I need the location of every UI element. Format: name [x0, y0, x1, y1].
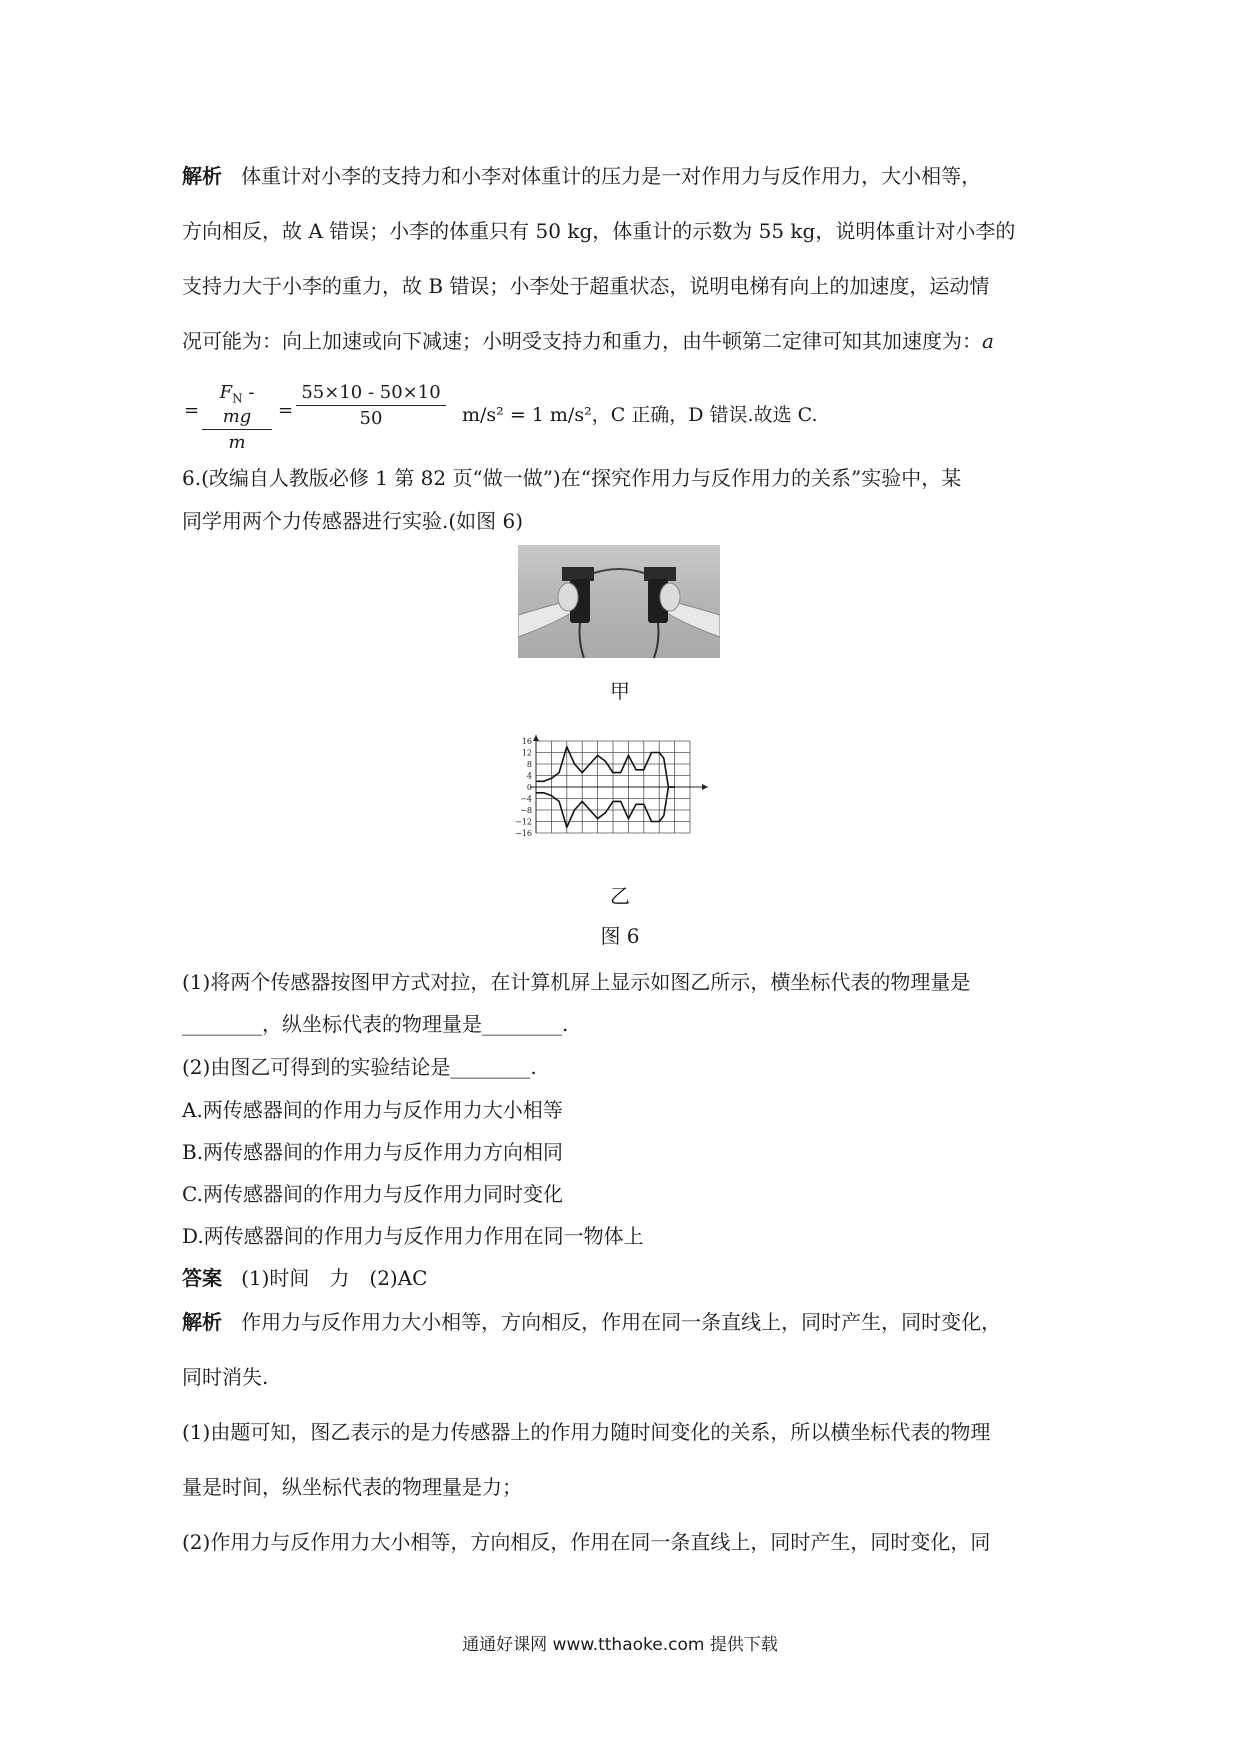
x-axis-arrow	[702, 784, 708, 790]
fraction-1	[202, 382, 272, 453]
analysis1-label: 解析	[182, 164, 222, 188]
equals-sign-2: =	[278, 400, 294, 421]
accel-variable: a	[982, 329, 994, 353]
question-line1: 6.(改编自人教版必修 1 第 82 页“做一做”)在“探究作用力与反作用力的关系”实验中，某	[182, 466, 962, 490]
frac1-denominator: m	[228, 431, 246, 453]
y-tick-label: 8	[526, 760, 532, 769]
q1-line1: (1)将两个传感器按图甲方式对拉，在计算机屏上显示如图乙所示，横坐标代表的物理量是	[182, 970, 971, 994]
y-tick-label: 12	[521, 748, 532, 758]
y-axis-arrow	[533, 735, 539, 741]
sensor-photo	[518, 545, 720, 658]
y-tick-label: −12	[515, 817, 532, 827]
option-d: D.两传感器间的作用力与反作用力作用在同一物体上	[182, 1224, 644, 1248]
figure-title: 图 6	[600, 924, 640, 948]
answer-label: 答案	[182, 1266, 222, 1290]
y-tick-label: 0	[526, 783, 532, 792]
analysis1-text1: 体重计对小李的支持力和小李对体重计的压力是一对作用力与反作用力，大小相等，	[241, 164, 982, 188]
option-b: B.两传感器间的作用力与反作用力方向相同	[182, 1140, 564, 1164]
caption-jia: 甲	[610, 679, 630, 703]
chart-tick-labels	[515, 737, 532, 837]
chart-axes	[530, 735, 708, 833]
y-tick-label: −4	[520, 794, 532, 804]
answer-text: (1)时间 力 (2)AC	[241, 1266, 428, 1290]
analysis2-text1: 作用力与反作用力大小相等，方向相反，作用在同一条直线上，同时产生，同时变化，	[241, 1310, 1002, 1334]
analysis2-line4: 量是时间，纵坐标代表的物理量是力；	[182, 1475, 522, 1499]
footer-credit: 通通好课网 www.tthaoke.com 提供下载	[462, 1635, 778, 1655]
y-tick-label: 16	[521, 737, 532, 746]
analysis2-line3: (1)由题可知，图乙表示的是力传感器上的作用力随时间变化的关系，所以横坐标代表的物理	[182, 1420, 991, 1444]
y-tick-label: −16	[515, 829, 532, 837]
frac2-denominator: 50	[359, 408, 383, 429]
caption-yi: 乙	[610, 884, 630, 908]
equals-sign-1: =	[184, 400, 200, 421]
q2-line: (2)由图乙可得到的实验结论是________.	[182, 1055, 537, 1079]
analysis1-text4: 况可能为：向上加速或向下减速；小明受支持力和重力，由牛顿第二定律可知其加速度为：	[182, 329, 982, 353]
sensor-photo-drawing	[518, 545, 720, 658]
option-c: C.两传感器间的作用力与反作用力同时变化	[182, 1182, 563, 1206]
answer-line	[182, 1262, 1062, 1291]
q1-line2: ________，纵坐标代表的物理量是________.	[182, 1012, 569, 1036]
analysis2-line2: 同时消失.	[182, 1365, 269, 1389]
frac1-F: F	[219, 382, 233, 403]
y-tick-label: −8	[520, 806, 532, 815]
force-time-chart	[500, 735, 740, 837]
analysis2-label: 解析	[182, 1310, 222, 1334]
question-line2: 同学用两个力传感器进行实验.(如图 6)	[182, 509, 524, 533]
analysis1-line1	[182, 160, 1062, 189]
frac2-numerator: 55×10 - 50×10	[301, 382, 441, 403]
analysis1-line4	[182, 325, 1062, 354]
option-a: A.两传感器间的作用力与反作用力大小相等	[182, 1098, 563, 1122]
analysis2-line1	[182, 1306, 1062, 1335]
fraction-2	[296, 382, 446, 429]
analysis1-line2: 方向相反，故 A 错误；小李的体重只有 50 kg，体重计的示数为 55 kg，说明体重计对小李的	[182, 219, 1016, 243]
analysis1-line3: 支持力大于小李的重力，故 B 错误；小李处于超重状态，说明电梯有向上的加速度，运动情	[182, 274, 990, 298]
acceleration-formula	[184, 382, 1064, 453]
frac1-subscript: N	[232, 391, 243, 406]
frac1-rest: - mg	[222, 382, 255, 427]
y-tick-label: 4	[526, 771, 532, 781]
formula-tail: m/s² = 1 m/s²，C 正确，D 错误.故选 C.	[462, 404, 818, 426]
analysis2-line5: (2)作用力与反作用力大小相等，方向相反，作用在同一条直线上，同时产生，同时变化，同	[182, 1530, 991, 1554]
